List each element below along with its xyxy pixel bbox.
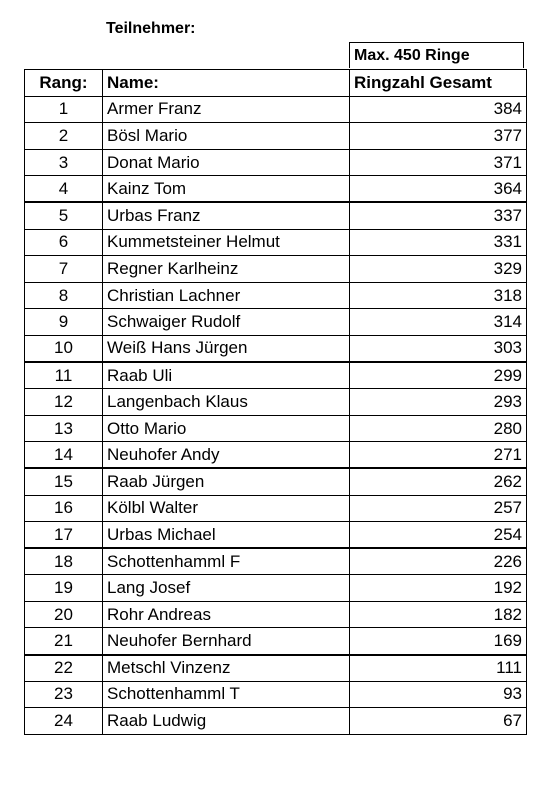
table-row bbox=[25, 389, 527, 416]
rank-cell: 11 bbox=[25, 362, 103, 389]
rank-cell: 13 bbox=[25, 415, 103, 442]
ringzahl-cell: 329 bbox=[350, 256, 527, 283]
ringzahl-cell: 299 bbox=[350, 362, 527, 389]
rank-cell: 18 bbox=[25, 548, 103, 575]
rank-cell: 20 bbox=[25, 601, 103, 628]
name-cell: Lang Josef bbox=[103, 575, 350, 602]
rank-cell: 14 bbox=[25, 442, 103, 469]
ringzahl-cell: 318 bbox=[350, 282, 527, 309]
name-cell: Schwaiger Rudolf bbox=[103, 309, 350, 336]
name-cell: Kummetsteiner Helmut bbox=[103, 229, 350, 256]
ringzahl-cell: 331 bbox=[350, 229, 527, 256]
rank-cell: 21 bbox=[25, 628, 103, 655]
table-row bbox=[25, 123, 527, 150]
page-title: Teilnehmer: bbox=[106, 20, 196, 37]
rank-cell: 19 bbox=[25, 575, 103, 602]
ringzahl-cell: 337 bbox=[350, 202, 527, 229]
table-row bbox=[25, 468, 527, 495]
name-cell: Weiß Hans Jürgen bbox=[103, 335, 350, 362]
ringzahl-cell: 182 bbox=[350, 601, 527, 628]
name-cell: Donat Mario bbox=[103, 149, 350, 176]
ringzahl-cell: 67 bbox=[350, 708, 527, 735]
name-cell: Otto Mario bbox=[103, 415, 350, 442]
name-cell: Kölbl Walter bbox=[103, 495, 350, 522]
ringzahl-cell: 93 bbox=[350, 681, 527, 708]
ringzahl-cell: 384 bbox=[350, 96, 527, 123]
rank-cell: 5 bbox=[25, 202, 103, 229]
ringzahl-cell: 377 bbox=[350, 123, 527, 150]
rank-cell: 17 bbox=[25, 522, 103, 549]
table-row bbox=[25, 282, 527, 309]
rank-cell: 3 bbox=[25, 149, 103, 176]
ringzahl-cell: 371 bbox=[350, 149, 527, 176]
max-rings-label: Max. 450 Ringe bbox=[349, 42, 524, 68]
name-cell: Rohr Andreas bbox=[103, 601, 350, 628]
table-row bbox=[25, 149, 527, 176]
table-row bbox=[25, 415, 527, 442]
ringzahl-cell: 169 bbox=[350, 628, 527, 655]
table-row bbox=[25, 681, 527, 708]
name-cell: Christian Lachner bbox=[103, 282, 350, 309]
name-cell: Armer Franz bbox=[103, 96, 350, 123]
table-row bbox=[25, 309, 527, 336]
table-row bbox=[25, 96, 527, 123]
rank-cell: 22 bbox=[25, 655, 103, 682]
table-row bbox=[25, 575, 527, 602]
table-row bbox=[25, 335, 527, 362]
name-cell: Bösl Mario bbox=[103, 123, 350, 150]
name-cell: Neuhofer Bernhard bbox=[103, 628, 350, 655]
table-row bbox=[25, 655, 527, 682]
ringzahl-cell: 257 bbox=[350, 495, 527, 522]
name-cell: Schottenhamml F bbox=[103, 548, 350, 575]
rank-cell: 24 bbox=[25, 708, 103, 735]
header-row bbox=[25, 70, 527, 97]
ringzahl-cell: 293 bbox=[350, 389, 527, 416]
name-cell: Raab Jürgen bbox=[103, 468, 350, 495]
rank-cell: 2 bbox=[25, 123, 103, 150]
ringzahl-cell: 303 bbox=[350, 335, 527, 362]
table-row bbox=[25, 548, 527, 575]
rank-cell: 7 bbox=[25, 256, 103, 283]
table-row bbox=[25, 601, 527, 628]
rank-cell: 9 bbox=[25, 309, 103, 336]
name-cell: Langenbach Klaus bbox=[103, 389, 350, 416]
table-row bbox=[25, 362, 527, 389]
ringzahl-cell: 111 bbox=[350, 655, 527, 682]
name-cell: Kainz Tom bbox=[103, 176, 350, 203]
table-row bbox=[25, 229, 527, 256]
table-row bbox=[25, 495, 527, 522]
header-ringzahl: Ringzahl Gesamt bbox=[350, 70, 527, 97]
name-cell: Raab Uli bbox=[103, 362, 350, 389]
ringzahl-cell: 254 bbox=[350, 522, 527, 549]
name-cell: Urbas Franz bbox=[103, 202, 350, 229]
ranking-table bbox=[24, 69, 527, 735]
table-row bbox=[25, 708, 527, 735]
ringzahl-cell: 280 bbox=[350, 415, 527, 442]
rank-cell: 16 bbox=[25, 495, 103, 522]
ringzahl-cell: 192 bbox=[350, 575, 527, 602]
ringzahl-cell: 262 bbox=[350, 468, 527, 495]
rank-cell: 10 bbox=[25, 335, 103, 362]
rank-cell: 6 bbox=[25, 229, 103, 256]
rank-cell: 8 bbox=[25, 282, 103, 309]
rank-cell: 15 bbox=[25, 468, 103, 495]
table-row bbox=[25, 256, 527, 283]
ringzahl-cell: 314 bbox=[350, 309, 527, 336]
table-row bbox=[25, 522, 527, 549]
name-cell: Urbas Michael bbox=[103, 522, 350, 549]
ringzahl-cell: 271 bbox=[350, 442, 527, 469]
table-row bbox=[25, 442, 527, 469]
table-row bbox=[25, 202, 527, 229]
name-cell: Raab Ludwig bbox=[103, 708, 350, 735]
name-cell: Neuhofer Andy bbox=[103, 442, 350, 469]
header-name: Name: bbox=[103, 70, 350, 97]
rank-cell: 23 bbox=[25, 681, 103, 708]
ringzahl-cell: 226 bbox=[350, 548, 527, 575]
rank-cell: 1 bbox=[25, 96, 103, 123]
header-rang: Rang: bbox=[25, 70, 103, 97]
rank-cell: 4 bbox=[25, 176, 103, 203]
rank-cell: 12 bbox=[25, 389, 103, 416]
table-row bbox=[25, 628, 527, 655]
ringzahl-cell: 364 bbox=[350, 176, 527, 203]
name-cell: Schottenhamml T bbox=[103, 681, 350, 708]
table-row bbox=[25, 176, 527, 203]
name-cell: Metschl Vinzenz bbox=[103, 655, 350, 682]
name-cell: Regner Karlheinz bbox=[103, 256, 350, 283]
